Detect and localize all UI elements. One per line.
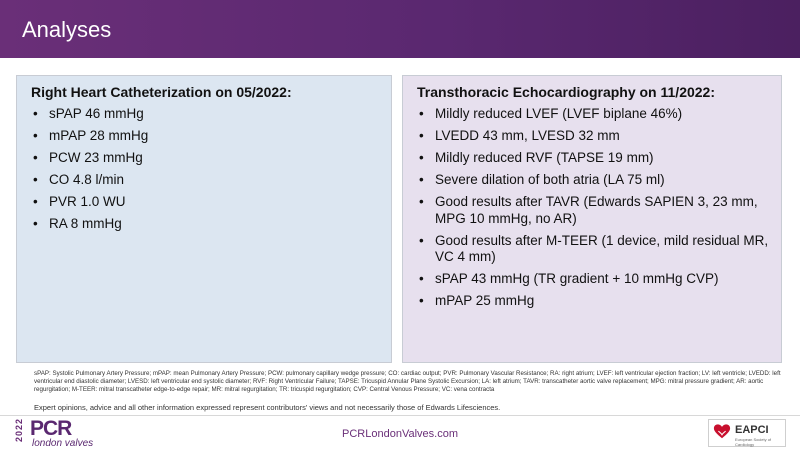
eapci-logo	[708, 419, 786, 447]
list-item: • sPAP 46 mmHg	[31, 106, 379, 123]
list-item: • Mildly reduced LVEF (LVEF biplane 46%)	[417, 106, 769, 123]
tte-panel	[402, 75, 782, 363]
list-item: • Severe dilation of both atria (LA 75 ml)	[417, 172, 769, 189]
list-item: • mPAP 25 mmHg	[417, 293, 769, 310]
tte-title: Transthoracic Echocardiography on 11/2022:	[417, 84, 715, 100]
slide-header	[0, 0, 800, 58]
footer-url[interactable]: PCRLondonValves.com	[342, 428, 458, 440]
list-item: • LVEDD 43 mm, LVESD 32 mm	[417, 128, 769, 145]
rhc-panel	[16, 75, 392, 363]
list-item: • Good results after M-TEER (1 device, mild residual MR, VC 4 mm)	[417, 233, 769, 266]
logo-subtitle: london valves	[32, 438, 94, 449]
tte-list	[417, 106, 769, 310]
abbreviations-footnote: sPAP: Systolic Pulmonary Artery Pressure; mPAP: mean Pulmonary Artery Pressure; PCW: pulmonary capillary wedge pressure; CO: cardiac output; PVR: Pulmonary Vascular Resistance; RA: right atrium; LVEF: left ventricular ejection fraction; LV: left ventricle; LVEDD: left ventricular end diastolic diameter; LVESD: left ventricular end systolic diameter; RVF: Right Ventricular Failure; TAPSE: Tricuspid Annular Plane Systolic Excursion; LA: left atrium; TAVR: transcatheter aortic valve replacement; MPG: mitral pressure gradient; AR: aortic regurgitation; M-TEER: mitral transcatheter edge-to-edge repair; MR: mitral regurgitation; TR: tricuspid regurgitation; CVP: Central Venous Pressure; VC: vena contracta	[34, 370, 781, 393]
disclaimer: Expert opinions, advice and all other information expressed represent contributors' views and not necessarily those of Edwards Lifesciences.	[34, 403, 501, 412]
list-item: • Good results after TAVR (Edwards SAPIEN 3, 23 mm, MPG 10 mmHg, no AR)	[417, 194, 769, 227]
eapci-sublabel: European Society of Cardiology	[735, 437, 772, 447]
logo-year: 2022	[14, 418, 24, 443]
list-item: • mPAP 28 mmHg	[31, 128, 379, 145]
rhc-list	[31, 106, 379, 233]
heart-icon	[713, 423, 731, 441]
eapci-label: EAPCI	[735, 424, 769, 436]
list-item: • RA 8 mmHg	[31, 216, 379, 233]
logo-main: PCR	[30, 417, 72, 440]
list-item: • CO 4.8 l/min	[31, 172, 379, 189]
list-item: • Mildly reduced RVF (TAPSE 19 mm)	[417, 150, 769, 167]
list-item: • PVR 1.0 WU	[31, 194, 379, 211]
list-item: • sPAP 43 mmHg (TR gradient + 10 mmHg CVP)	[417, 271, 769, 288]
rhc-title: Right Heart Catheterization on 05/2022:	[31, 84, 292, 100]
slide-title: Analyses	[22, 17, 112, 42]
list-item: • PCW 23 mmHg	[31, 150, 379, 167]
